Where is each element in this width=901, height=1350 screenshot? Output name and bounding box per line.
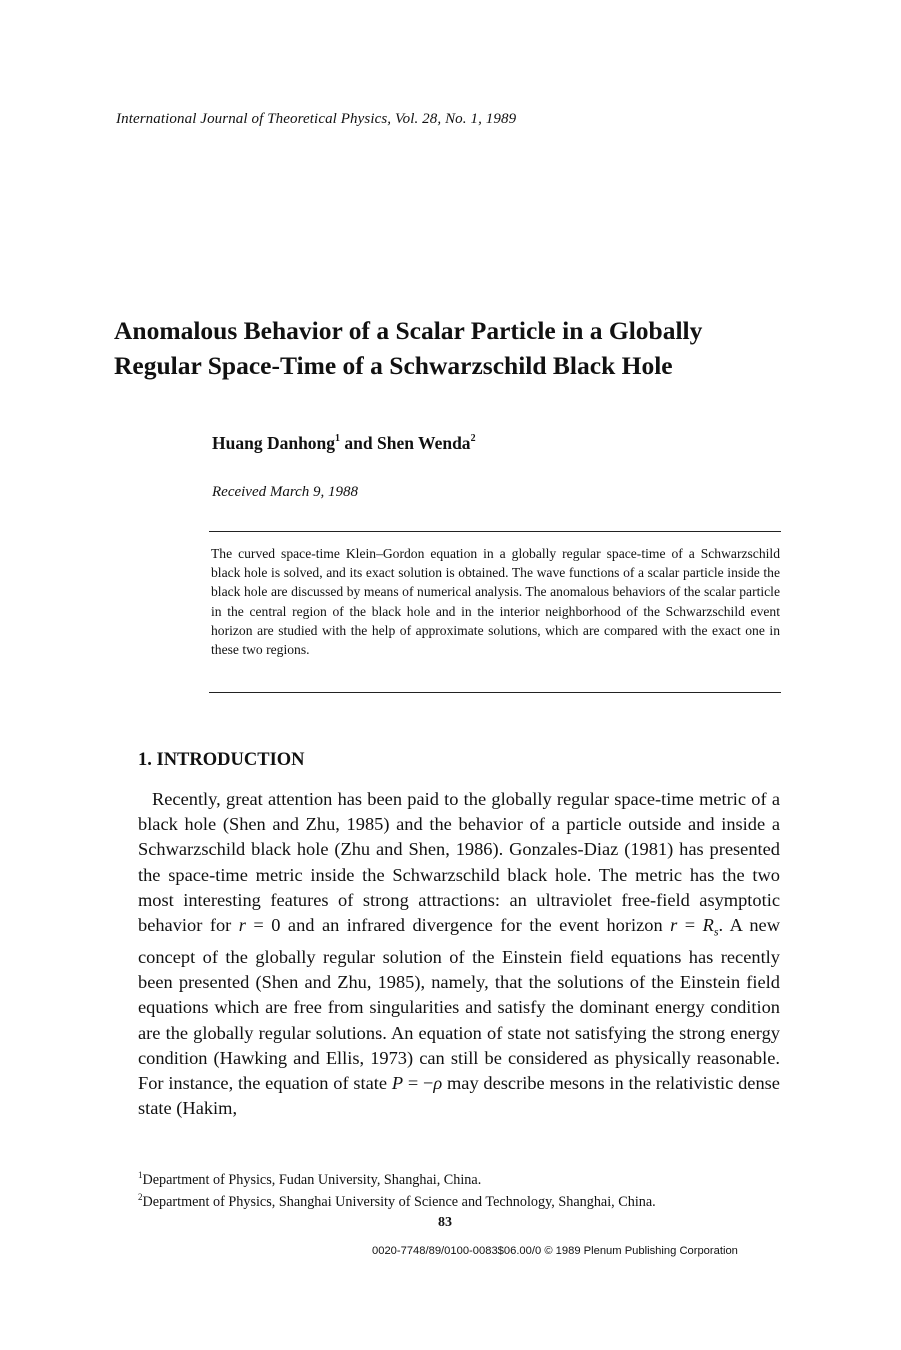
author-1: Huang Danhong [212,433,336,453]
author-2: Shen Wenda [377,433,471,453]
abstract-bottom-rule [209,692,781,693]
footnote-1 [138,1170,481,1189]
body-text-c: . A new concept of the globally regular solution of the Einstein field equations has recently been presented (Shen and Zhu, 1985), namely, that the solutions of the Einstein field equations which are free from singularities and satisfy the dominant energy condition are the globally regular solutions. An equation of state not satisfying the strong energy condition (Hawking and Ellis, 1973) can still be considered as physically reasonable. For instance, the equation of state [138,915,780,1093]
footnote-2-text: Department of Physics, Shanghai University of Science and Technology, Shanghai, China. [142,1194,656,1210]
section-heading: 1. INTRODUCTION [138,750,305,770]
copyright-line: 0020-7748/89/0100-0083$06.00/0 © 1989 Plenum Publishing Corporation [372,1245,738,1257]
journal-header: International Journal of Theoretical Physics, Vol. 28, No. 1, 1989 [116,111,517,127]
author-2-mark: 2 [470,433,476,444]
var-Rs-subscript: s [713,924,719,939]
footnote-2-mark: 2 [138,1192,143,1202]
body-text-a: Recently, great attention has been paid to the globally regular space-time metric of a black hole (Shen and Zhu, 1985) and the behavior of a particle outside and inside a Schwarzschild black hole (Zhu and Shen, 1986). Gonzales-Diaz (1981) has presented the space-time metric inside the Schwarzschild black hole. The metric has the two most interesting features of strong attractions: an ultraviolet free-field asymptotic behavior for [138,789,780,936]
body-text-b: and an infrared divergence for the event horizon [280,915,671,936]
author-1-mark: 1 [335,433,341,444]
author-conjunction: and [340,433,378,453]
title-line-2: Regular Space-Time of a Schwarzschild Black Hole [114,351,673,380]
eq-minus: = − [403,1072,434,1093]
footnote-1-text: Department of Physics, Fudan University, Shanghai, China. [142,1172,482,1188]
received-date: Received March 9, 1988 [212,484,359,500]
var-r: r [238,915,246,936]
var-Rs: R [702,915,714,936]
eq-sign: = [677,915,703,936]
var-P: P [391,1072,404,1093]
abstract-top-rule [209,531,781,532]
paper-title [114,313,814,383]
footnote-1-mark: 1 [138,1170,143,1180]
var-rho: ρ [433,1072,443,1093]
abstract: The curved space-time Klein–Gordon equation in a globally regular space-time of a Schwarzschild black hole is solved, and its exact solution is obtained. The wave functions of a scalar particle inside the black hole are discussed by means of numerical analysis. The anomalous behaviors of the scalar particle in the central region of the black hole and in the interior neighborhood of the Schwarzschild event horizon are studied with the help of approximate solutions, which are compared with the exact one in these two regions. [211,546,780,658]
footnote-2 [138,1192,656,1211]
eq-zero: = 0 [245,915,281,936]
page-number: 83 [438,1215,452,1230]
body-paragraph [138,787,780,1121]
var-r-2: r [670,915,678,936]
title-line-1: Anomalous Behavior of a Scalar Particle in a Globally [114,316,703,345]
body-text-d: may describe mesons in the relativistic dense state (Hakim, [138,1072,780,1119]
author-list [212,433,476,454]
